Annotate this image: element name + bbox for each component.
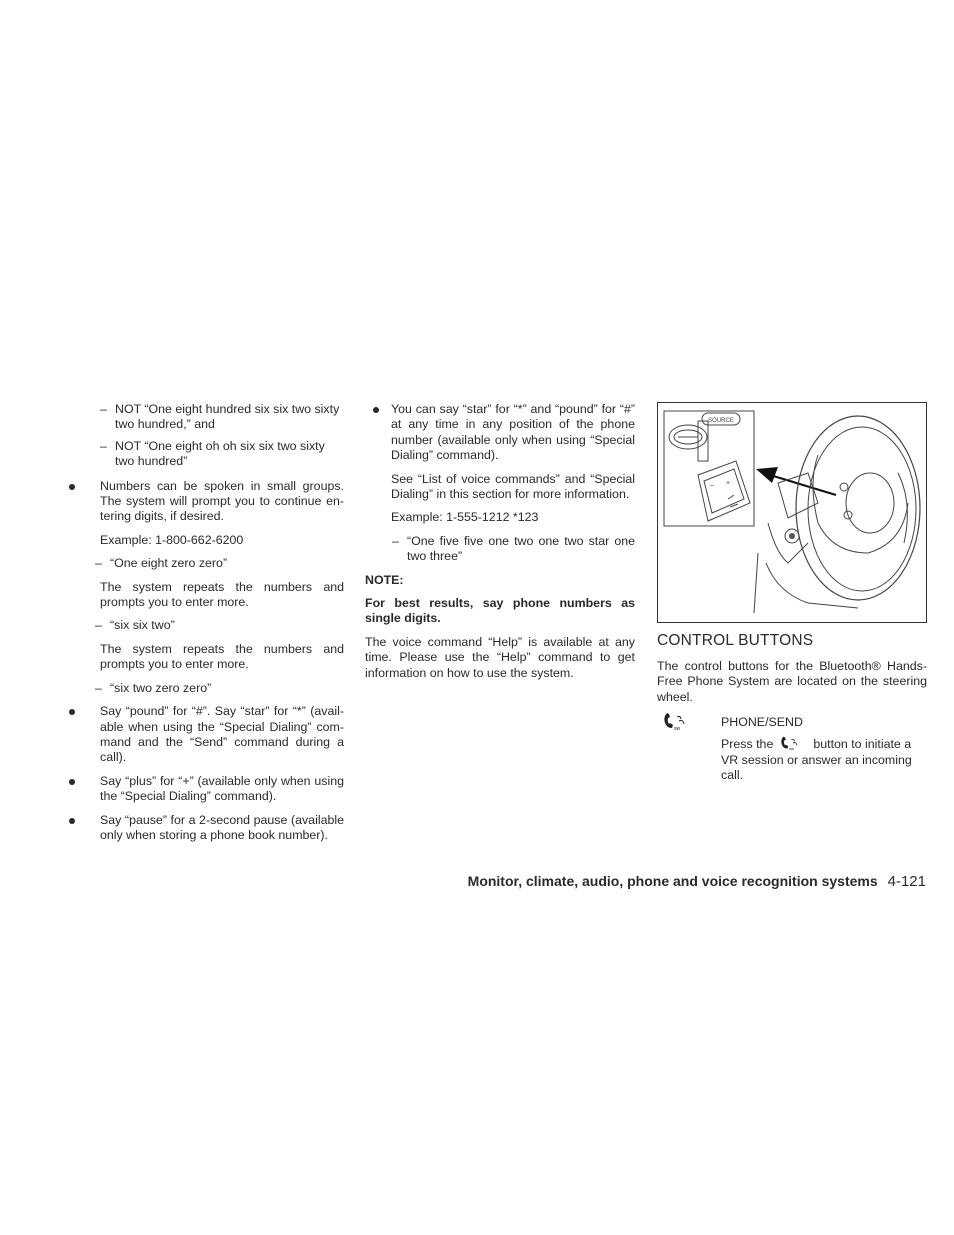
- body-text: The voice command “Help” is available at any time. Please use the “Help” command to get information on how to use the system.: [365, 634, 635, 680]
- list-item: [68, 774, 344, 805]
- bullet-icon: [69, 484, 75, 490]
- source-button-label: SOURCE: [708, 418, 734, 424]
- dash-text: NOT “One eight oh oh six six two sixty two hundred”: [115, 438, 325, 469]
- phone-send-inline-icon: [777, 735, 801, 751]
- quote-text: “six two zero zero”: [110, 680, 212, 695]
- quote-text: “One five five one two one two star one two three”: [407, 533, 635, 564]
- svg-text:–: –: [710, 482, 714, 489]
- list-item: [68, 813, 344, 844]
- svg-text:sw: sw: [674, 726, 681, 732]
- phone-send-description: [657, 735, 927, 783]
- footer-title: Monitor, climate, audio, phone and voice recognition systems: [467, 873, 878, 889]
- page-number: 4-121: [887, 873, 926, 890]
- dash-marker: –: [100, 438, 107, 453]
- desc-after: button to initiate a VR session or answer an incoming call.: [721, 737, 912, 783]
- bullet-icon: [69, 779, 75, 785]
- page-footer: [456, 872, 926, 891]
- list-item: [68, 704, 344, 766]
- phone-send-label: PHONE/SEND: [721, 715, 803, 730]
- dash-marker: –: [95, 556, 102, 571]
- steering-wheel-illustration: [657, 402, 927, 623]
- svg-text:+: +: [726, 480, 731, 487]
- note-heading: NOTE:: [365, 572, 404, 587]
- list-item: [365, 402, 635, 464]
- body-text: The system repeats the numbers and prompts you to enter more.: [100, 641, 344, 672]
- dash-text: NOT “One eight hundred six six two sixty two hundred,” and: [115, 402, 340, 432]
- list-item: [365, 534, 635, 565]
- example-text: Example: 1-555-1212 *123: [391, 510, 539, 525]
- svg-text:sw: sw: [789, 746, 795, 752]
- right-column: [657, 402, 927, 783]
- list-item: [68, 479, 344, 525]
- example-text: Example: 1-800-662-6200: [100, 532, 244, 547]
- bullet-text: Numbers can be spoken in small groups. The system will prompt you to continue en-tering digits, if desired.: [100, 478, 344, 524]
- quote-text: “six six two”: [110, 618, 175, 633]
- phone-send-icon: [661, 711, 687, 731]
- quote-text: “One eight zero zero”: [110, 556, 228, 571]
- steering-wheel-drawing: [658, 403, 926, 622]
- bullet-icon: [69, 709, 75, 715]
- phone-send-row: [657, 713, 927, 735]
- bullet-icon: [373, 407, 379, 413]
- list-item: [68, 556, 344, 571]
- dash-marker: –: [95, 618, 102, 633]
- dash-marker: –: [95, 680, 102, 695]
- bullet-icon: [69, 818, 75, 824]
- left-column: [68, 402, 344, 851]
- body-text: The control buttons for the Bluetooth® Hands-Free Phone System are located on the steering wheel.: [657, 659, 927, 704]
- bullet-text: You can say “star” for “*” and “pound” for “#” at any time in any position of the phone number (available only when using “Special Dialing” command).: [391, 402, 635, 463]
- body-text: The system repeats the numbers and prompts you to enter more.: [100, 579, 344, 610]
- dash-marker: –: [100, 402, 107, 416]
- dash-marker: –: [392, 533, 399, 548]
- bullet-text: Say “pause” for a 2-second pause (available only when storing a phone book number).: [100, 812, 344, 842]
- bullet-text: Say “plus” for “+” (available only when using the “Special Dialing” command).: [100, 773, 344, 804]
- desc-before: Press the: [721, 737, 774, 752]
- list-item: [68, 618, 344, 633]
- list-item: [68, 402, 344, 433]
- middle-column: [365, 402, 635, 681]
- body-text: See “List of voice commands” and “Special Dialing” in this section for more information.: [391, 471, 635, 502]
- list-item: [68, 439, 344, 470]
- bullet-text: Say “pound” for “#”. Say “star” for “*” (avail-able when using the “Special Dialing” com-mand and the “Send” command during a call).: [100, 704, 344, 765]
- section-title: CONTROL BUTTONS: [657, 632, 814, 649]
- note-body: For best results, say phone numbers as single digits.: [365, 596, 635, 626]
- list-item: [68, 681, 344, 696]
